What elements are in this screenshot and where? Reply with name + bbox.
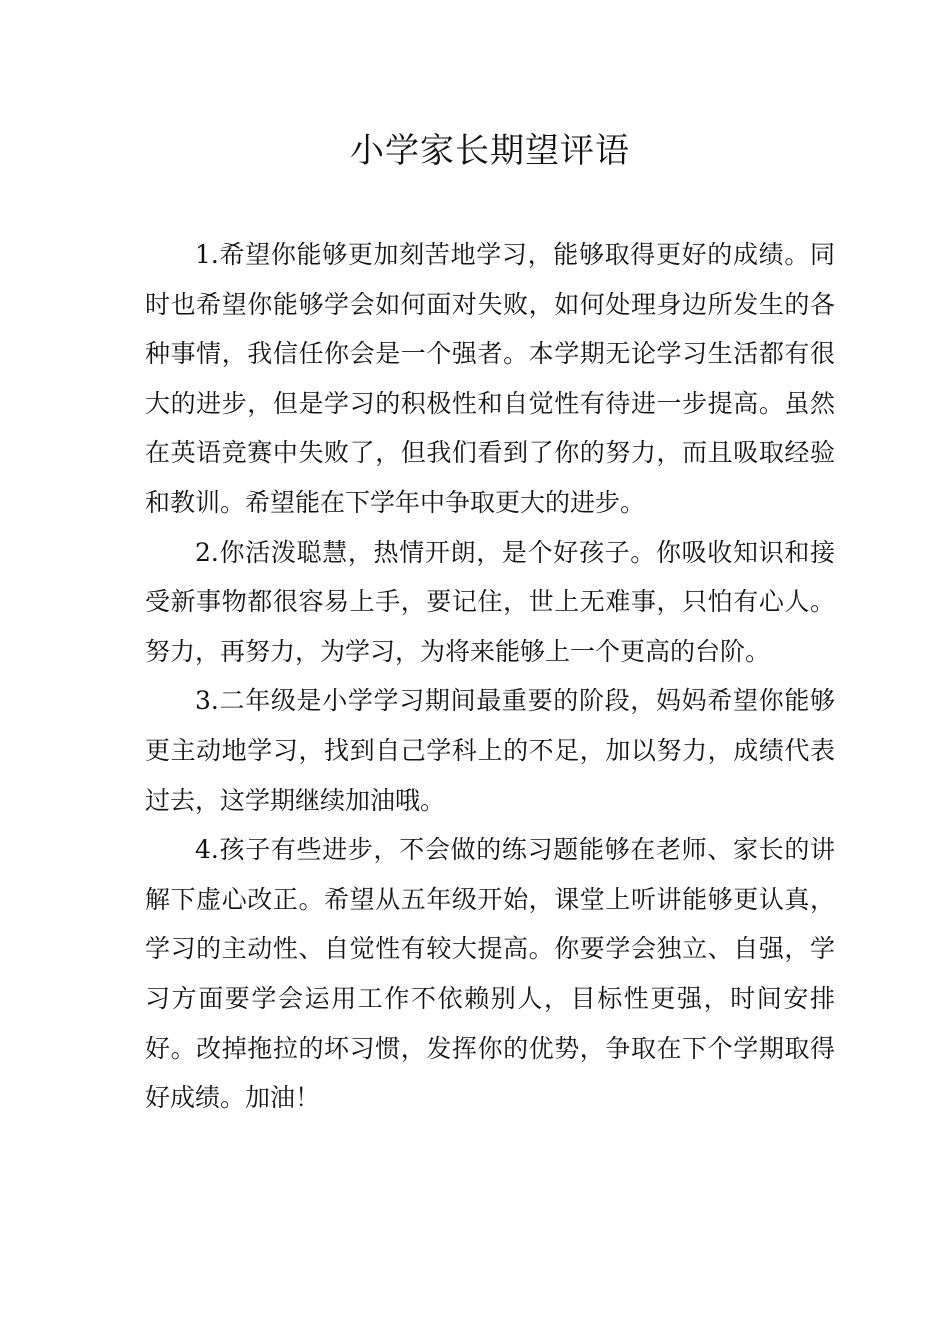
paragraph-4: 4.孩子有些进步，不会做的练习题能够在老师、家长的讲解下虚心改正。希望从五年级开始，课堂上听讲能够更认真，学习的主动性、自觉性有较大提高。你要学会独立、自强，学习方面要学会运用工作不依赖别人，目标性更强，时间安排好。改掉拖拉的坏习惯，发挥你的优势，争取在下个学期取得好成绩。加油！ <box>145 835 835 1113</box>
paragraph-2: 2.你活泼聪慧，热情开朗，是个好孩子。你吸收知识和接受新事物都很容易上手，要记住，世上无难事，只怕有心人。努力，再努力，为学习，为将来能够上一个更高的台阶。 <box>145 537 835 666</box>
paragraph-1: 1.希望你能够更加刻苦地学习，能够取得更好的成绩。同时也希望你能够学会如何面对失败，如何处理身边所发生的各种事情，我信任你会是一个强者。本学期无论学习生活都有很大的进步，但是学习的积极性和自觉性有待进一步提高。虽然在英语竞赛中失败了，但我们看到了你的努力，而且吸取经验和教训。希望能在下学年中争取更大的进步。 <box>145 240 835 517</box>
paragraph-3: 3.二年级是小学学习期间最重要的阶段，妈妈希望你能够更主动地学习，找到自己学科上的不足，加以努力，成绩代表过去，这学期继续加油哦。 <box>145 686 835 815</box>
document-body <box>145 230 835 1123</box>
document-title: 小学家长期望评语 <box>350 131 630 171</box>
